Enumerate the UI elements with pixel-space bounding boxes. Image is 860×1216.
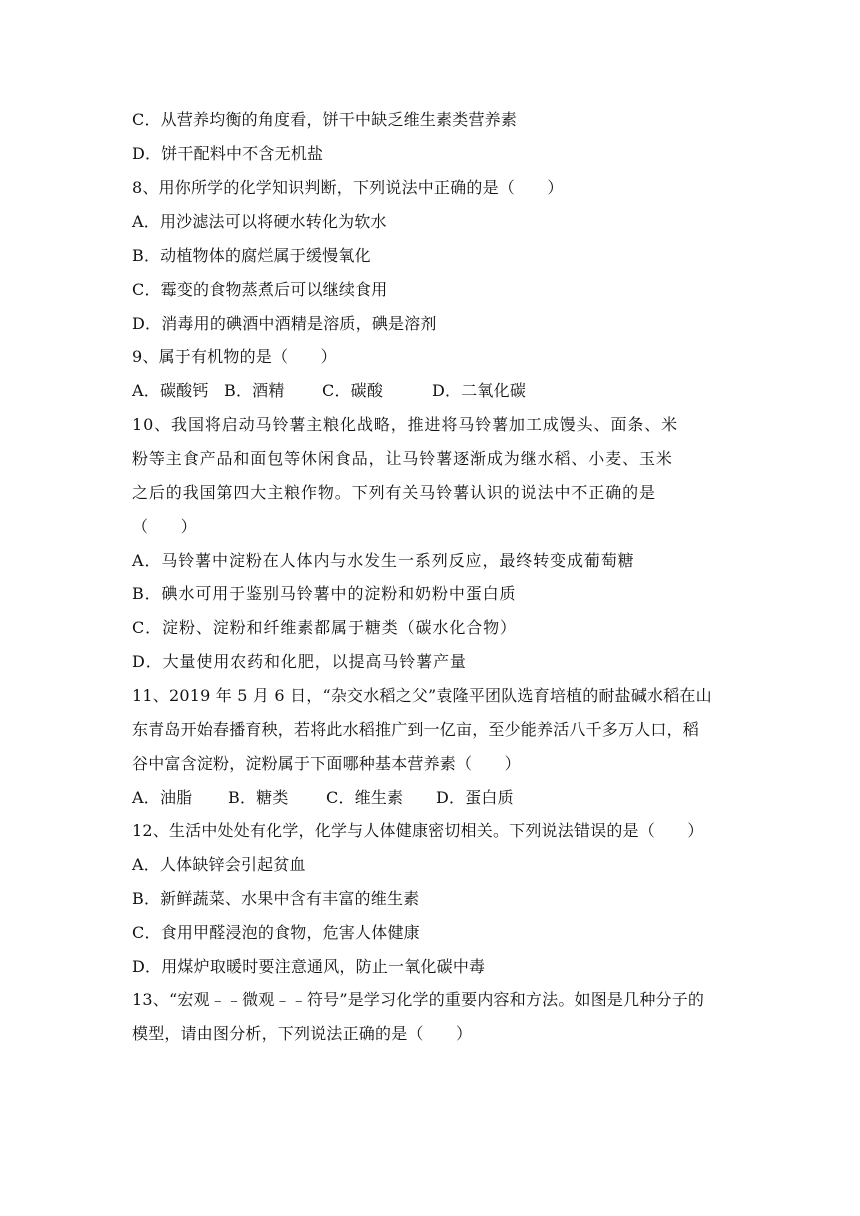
q11-stem-line-2: 东青岛开始春播育秧，若将此水稻推广到一亿亩，至少能养活八千多万人口，稻 (132, 720, 700, 739)
q11-options (132, 786, 732, 810)
q9-options (132, 379, 732, 403)
q11-option-b: B．糖类 (228, 788, 289, 807)
q11-option-a: A．油脂 (132, 788, 193, 807)
q9-option-b: B．酒精 (224, 381, 285, 400)
q11-stem-line-3: 谷中富含淀粉，淀粉属于下面哪种基本营养素（ ） (132, 754, 521, 773)
q8-option-b: B．动植物体的腐烂属于缓慢氧化 (132, 246, 371, 265)
q8-option-a: A．用沙滤法可以将硬水转化为软水 (132, 212, 387, 231)
q13-stem-line-1: 13、“宏观﹣﹣微观﹣﹣符号”是学习化学的重要内容和方法。如图是几种分子的 (132, 990, 705, 1009)
q10-option-b: B．碘水可用于鉴别马铃薯中的淀粉和奶粉中蛋白质 (132, 584, 517, 603)
q9-option-d: D．二氧化碳 (432, 381, 527, 400)
q11-option-d: D．蛋白质 (436, 788, 514, 807)
q12-stem: 12、生活中处处有化学，化学与人体健康密切相关。下列说法错误的是（ ） (132, 821, 704, 840)
q11-option-c: C．维生素 (326, 788, 404, 807)
q10-option-c: C．淀粉、淀粉和纤维素都属于糖类（碳水化合物） (132, 618, 517, 637)
q12-option-d: D．用煤炉取暖时要注意通风，防止一氧化碳中毒 (132, 957, 486, 976)
q7-option-d: D．饼干配料中不含无机盐 (132, 144, 324, 163)
q12-option-b: B．新鲜蔬菜、水果中含有丰富的维生素 (132, 889, 420, 908)
q10-stem-line-2: 粉等主食产品和面包等休闲食品，让马铃薯逐渐成为继水稻、小麦、玉米 (132, 449, 673, 468)
q10-option-a: A．马铃薯中淀粉在人体内与水发生一系列反应，最终转变成葡萄糖 (132, 551, 635, 570)
q7-option-c: C．从营养均衡的角度看，饼干中缺乏维生素类营养素 (132, 110, 518, 129)
q12-option-c: C．食用甲醛浸泡的食物，危害人体健康 (132, 923, 420, 942)
q8-stem: 8、用你所学的化学知识判断，下列说法中正确的是（ ） (132, 178, 564, 197)
q8-option-c: C．霉变的食物蒸煮后可以继续食用 (132, 280, 388, 299)
q10-stem-line-1: 10、我国将启动马铃薯主粮化战略，推进将马铃薯加工成馒头、面条、米 (132, 415, 679, 434)
q10-stem-line-4: （ ） (132, 517, 197, 536)
q9-option-a: A．碳酸钙 (132, 381, 209, 400)
q11-stem-line-1: 11、2019 年 5 月 6 日，“杂交水稻之父”袁隆平团队选育培植的耐盐碱水稻在山 (132, 686, 712, 705)
q8-option-d: D．消毒用的碘酒中酒精是溶质，碘是溶剂 (132, 314, 437, 333)
q10-stem-line-3: 之后的我国第四大主粮作物。下列有关马铃薯认识的说法中不正确的是 (132, 483, 656, 502)
q9-stem: 9、属于有机物的是（ ） (132, 347, 337, 366)
q10-option-d: D．大量使用农药和化肥，以提高马铃薯产量 (132, 652, 467, 671)
q9-option-c: C．碳酸 (322, 381, 384, 400)
q13-stem-line-2: 模型，请由图分析，下列说法正确的是（ ） (132, 1024, 473, 1043)
q12-option-a: A．人体缺锌会引起贫血 (132, 855, 306, 874)
